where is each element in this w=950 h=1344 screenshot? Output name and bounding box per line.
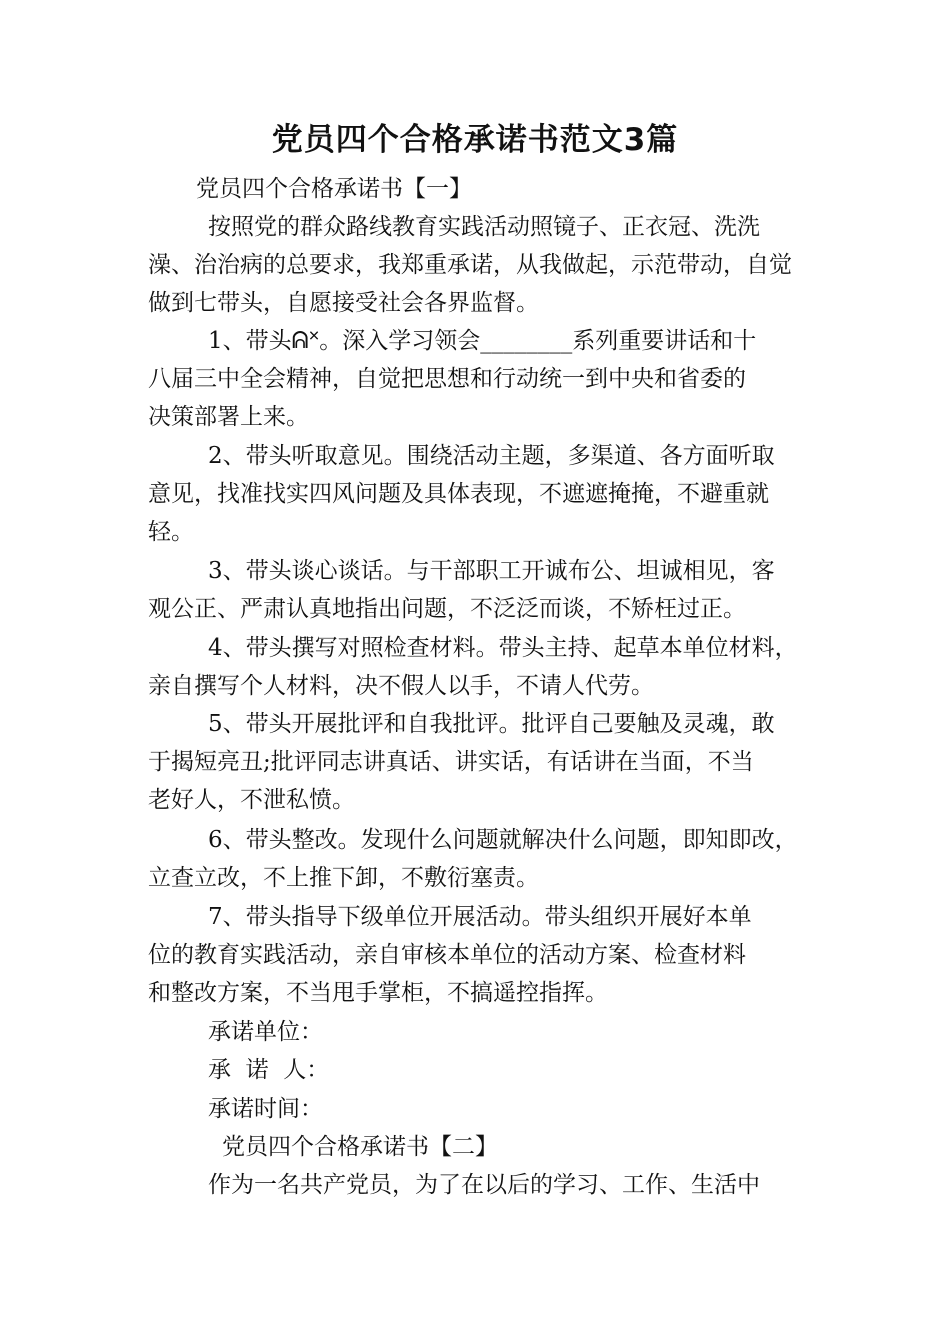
item-3-line: 3、带头谈心谈话。与干部职工开诚布公、坦诚相见，客 <box>208 558 775 584</box>
intro-line: 澡、治治病的总要求，我郑重承诺，从我做起，示范带动，自觉 <box>148 252 792 278</box>
item-1-line: 八届三中全会精神，自觉把思想和行动统一到中央和省委的 <box>148 366 746 392</box>
item-3-line: 观公正、严肃认真地指出问题，不泛泛而谈，不矫枉过正。 <box>148 596 746 622</box>
item-5-line: 于揭短亮丑;批评同志讲真话、讲实话，有话讲在当面，不当 <box>148 749 754 775</box>
item-5-line: 5、带头开展批评和自我批评。批评自己要触及灵魂，敢 <box>208 711 775 737</box>
item-1-line: 决策部署上来。 <box>148 404 309 430</box>
signature-date: 承诺时间： <box>208 1096 323 1122</box>
item-6-line: 立查立改，不上推下卸，不敷衍塞责。 <box>148 865 539 891</box>
item-2-line: 2、带头听取意见。围绕活动主题，多渠道、各方面听取 <box>208 443 775 469</box>
item-2-line: 意见，找准找实四风问题及具体表现，不遮遮掩掩，不避重就 <box>148 481 769 507</box>
intro-line: 做到七带头，自愿接受社会各界监督。 <box>148 290 539 316</box>
section-2-line: 作为一名共产党员，为了在以后的学习、工作、生活中 <box>208 1172 760 1198</box>
item-2-line: 轻。 <box>148 519 194 545</box>
item-7-line: 和整改方案，不当甩手掌柜，不搞遥控指挥。 <box>148 980 608 1006</box>
section-heading-1: 党员四个合格承诺书【一】 <box>196 176 472 202</box>
item-4-line: 亲自撰写个人材料，决不假人以手，不请人代劳。 <box>148 673 654 699</box>
item-4-line: 4、带头撰写对照检查材料。带头主持、起草本单位材料， <box>208 635 798 661</box>
item-7-line: 7、带头指导下级单位开展活动。带头组织开展好本单 <box>208 904 752 930</box>
item-1-line: 1、带头ᕱᕁ。深入学习领会________系列重要讲话和十 <box>208 328 757 354</box>
item-6-line: 6、带头整改。发现什么问题就解决什么问题，即知即改， <box>208 827 798 853</box>
document-title: 党员四个合格承诺书范文3篇 <box>271 122 679 158</box>
item-7-line: 位的教育实践活动，亲自审核本单位的活动方案、检查材料 <box>148 942 746 968</box>
signature-person: 承 诺 人： <box>208 1057 330 1083</box>
intro-line: 按照党的群众路线教育实践活动照镜子、正衣冠、洗洗 <box>208 214 760 240</box>
section-heading-2: 党员四个合格承诺书【二】 <box>222 1134 498 1160</box>
signature-unit: 承诺单位： <box>208 1019 323 1045</box>
item-5-line: 老好人，不泄私愤。 <box>148 787 355 813</box>
